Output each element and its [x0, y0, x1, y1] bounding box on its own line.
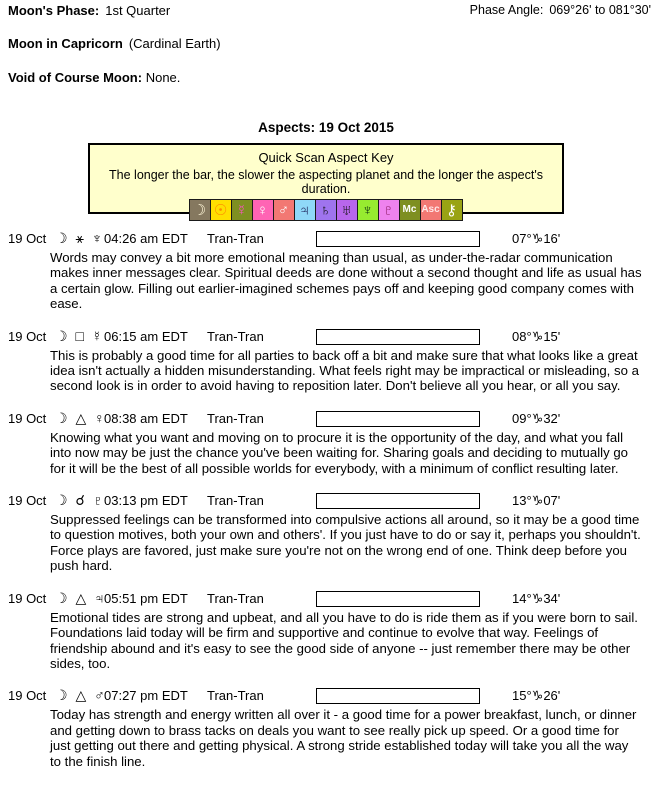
aspect-time: 05:51 pm EDT [104, 590, 188, 606]
aspect-degree: 08°♑15' [512, 328, 561, 344]
aspect-time: 06:15 am EDT [104, 328, 188, 344]
moon-trine-venus-glyphs: ☽ △ ♀ [55, 409, 107, 426]
aspect-type: Tran-Tran [207, 493, 264, 509]
moon-sextile-neptune-glyphs: ☽ ⚹ ♆ [55, 230, 105, 246]
aspect-time: 08:38 am EDT [104, 410, 188, 426]
aspect-date: 19 Oct [8, 493, 47, 509]
phase-angle-label: Phase Angle: [469, 3, 544, 17]
duration-bar [316, 411, 480, 427]
uranus-icon: ♅ [336, 199, 358, 221]
moon-icon: ☽ [189, 199, 211, 221]
aspect-type: Tran-Tran [207, 231, 264, 246]
void-of-course-line [8, 70, 180, 85]
pluto-icon: ♇ [378, 199, 400, 221]
moon-in-label: Moon in Capricorn [8, 36, 123, 51]
aspect-entry-header [0, 687, 652, 705]
aspect-key-subtitle: The longer the bar, the slower the aspecting planet and the longer the aspect's duration. [109, 168, 543, 196]
aspect-description: Knowing what you want and moving on to procure it is the opportunity of the day, and what you fall into now may be just the chance you've been waiting for. Sharing goals and deciding to mutually go for it will be the best of all possible worlds for everybody, with a minimum of conflict resulting later. [50, 429, 629, 476]
ascendant-icon: Asc [420, 199, 442, 221]
aspect-date: 19 Oct [8, 328, 47, 344]
aspect-entry-header [0, 590, 652, 608]
aspect-entry [0, 230, 652, 312]
aspect-description: Words may convey a bit more emotional meaning than usual, as under-the-radar communication makes inner messages clear. Spiritual deeds are done without a second thought and life as usual has a certain glow. Filling out earlier-imagined schemes pays off and keeping good company comes with ease. [50, 250, 642, 312]
chiron-icon: ⚷ [441, 199, 463, 221]
aspect-list [0, 230, 652, 785]
aspect-entry-header [0, 230, 652, 248]
void-of-course-label: Void of Course Moon: [8, 70, 143, 85]
moon-square-mercury-glyphs: ☽ □ ☿ [55, 327, 105, 344]
aspect-degree: 09°♑32' [512, 410, 561, 426]
sun-icon: ☉ [210, 199, 232, 221]
aspect-entry-header [0, 410, 652, 428]
aspect-description: Today has strength and energy written all over it - a good time for a power breakfast, lunch, or dinner and getting down to brass tacks on deals you want to see really pick up speed. Or a good time for just getting out there and getting physical. A strong stride established today will take you all the way to the finish line. [50, 707, 637, 769]
aspect-entry [0, 687, 652, 769]
aspect-entry-header [0, 328, 652, 346]
mars-icon: ♂ [273, 199, 295, 221]
aspect-key-title: Quick Scan Aspect Key [258, 150, 394, 165]
moon-trine-mars-glyphs: ☽ △ ♂ [55, 687, 107, 704]
aspect-date: 19 Oct [8, 688, 47, 704]
saturn-icon: ♄ [315, 199, 337, 221]
planet-key-row [90, 199, 562, 221]
aspect-description: This is probably a good time for all parties to back off a bit and make sure that what looks like a great idea isn't actually a hidden misunderstanding. What feels right may be impractical or misleading, so a second look is in order to avoid having to reposition later. Don't believe all you hear, or all you say. [50, 347, 639, 394]
aspect-degree: 07°♑16' [512, 231, 561, 246]
aspect-description: Suppressed feelings can be transformed into compulsive actions all around, so it may be a good time to question motives, both your own and others'. If you just have to do or say it, perhaps you shouldn't. Force plays are favored, just make sure you're not on the wrong end of one. Think deep before you push hard. [50, 512, 641, 574]
aspect-degree: 15°♑26' [512, 688, 561, 704]
phase-angle-value: 069°26' to 081°30' [549, 3, 651, 17]
aspect-type: Tran-Tran [207, 590, 264, 606]
midheaven-icon: Mc [399, 199, 421, 221]
aspect-entry-header [0, 492, 652, 510]
aspect-date: 19 Oct [8, 410, 47, 426]
moon-conjunct-pluto-glyphs: ☽ ☌ ♇ [55, 492, 106, 509]
duration-bar [316, 493, 480, 509]
aspect-date: 19 Oct [8, 231, 47, 246]
duration-bar [316, 329, 480, 345]
aspect-time: 03:13 pm EDT [104, 493, 188, 509]
quick-scan-aspect-key [88, 143, 564, 219]
mercury-icon: ☿ [231, 199, 253, 221]
moon-in-value: (Cardinal Earth) [128, 36, 221, 51]
aspect-degree: 13°♑07' [512, 493, 561, 509]
moons-phase-line [8, 3, 170, 18]
duration-bar [316, 231, 480, 247]
moon-in-line [8, 36, 221, 51]
void-of-course-value: None. [145, 70, 181, 85]
aspect-type: Tran-Tran [207, 328, 264, 344]
phase-angle-line [470, 3, 651, 17]
aspect-date: 19 Oct [8, 590, 47, 606]
aspect-degree: 14°♑34' [512, 590, 561, 606]
moons-phase-label: Moon's Phase: [8, 3, 100, 18]
moons-phase-value: 1st Quarter [105, 3, 171, 18]
venus-icon: ♀ [252, 199, 274, 221]
aspect-entry [0, 328, 652, 394]
neptune-icon: ♆ [357, 199, 379, 221]
aspects-date-title: Aspects: 19 Oct 2015 [258, 120, 394, 135]
aspect-type: Tran-Tran [207, 410, 264, 426]
jupiter-icon: ♃ [294, 199, 316, 221]
moon-trine-jupiter-glyphs: ☽ △ ♃ [55, 589, 107, 606]
aspect-entry [0, 410, 652, 476]
aspect-time: 04:26 am EDT [104, 231, 188, 246]
aspect-type: Tran-Tran [207, 688, 264, 704]
aspect-entry [0, 590, 652, 672]
aspect-description: Emotional tides are strong and upbeat, and all you have to do is ride them as if you were born to sail. Foundations laid today will be firm and supportive and continue to evolve that way. Feelings of friendship abound and it's easy to see the good side of anyone -- just remember there may be other sides, too. [50, 609, 638, 671]
duration-bar [316, 591, 480, 607]
duration-bar [316, 688, 480, 704]
aspect-entry [0, 492, 652, 574]
aspect-time: 07:27 pm EDT [104, 688, 188, 704]
